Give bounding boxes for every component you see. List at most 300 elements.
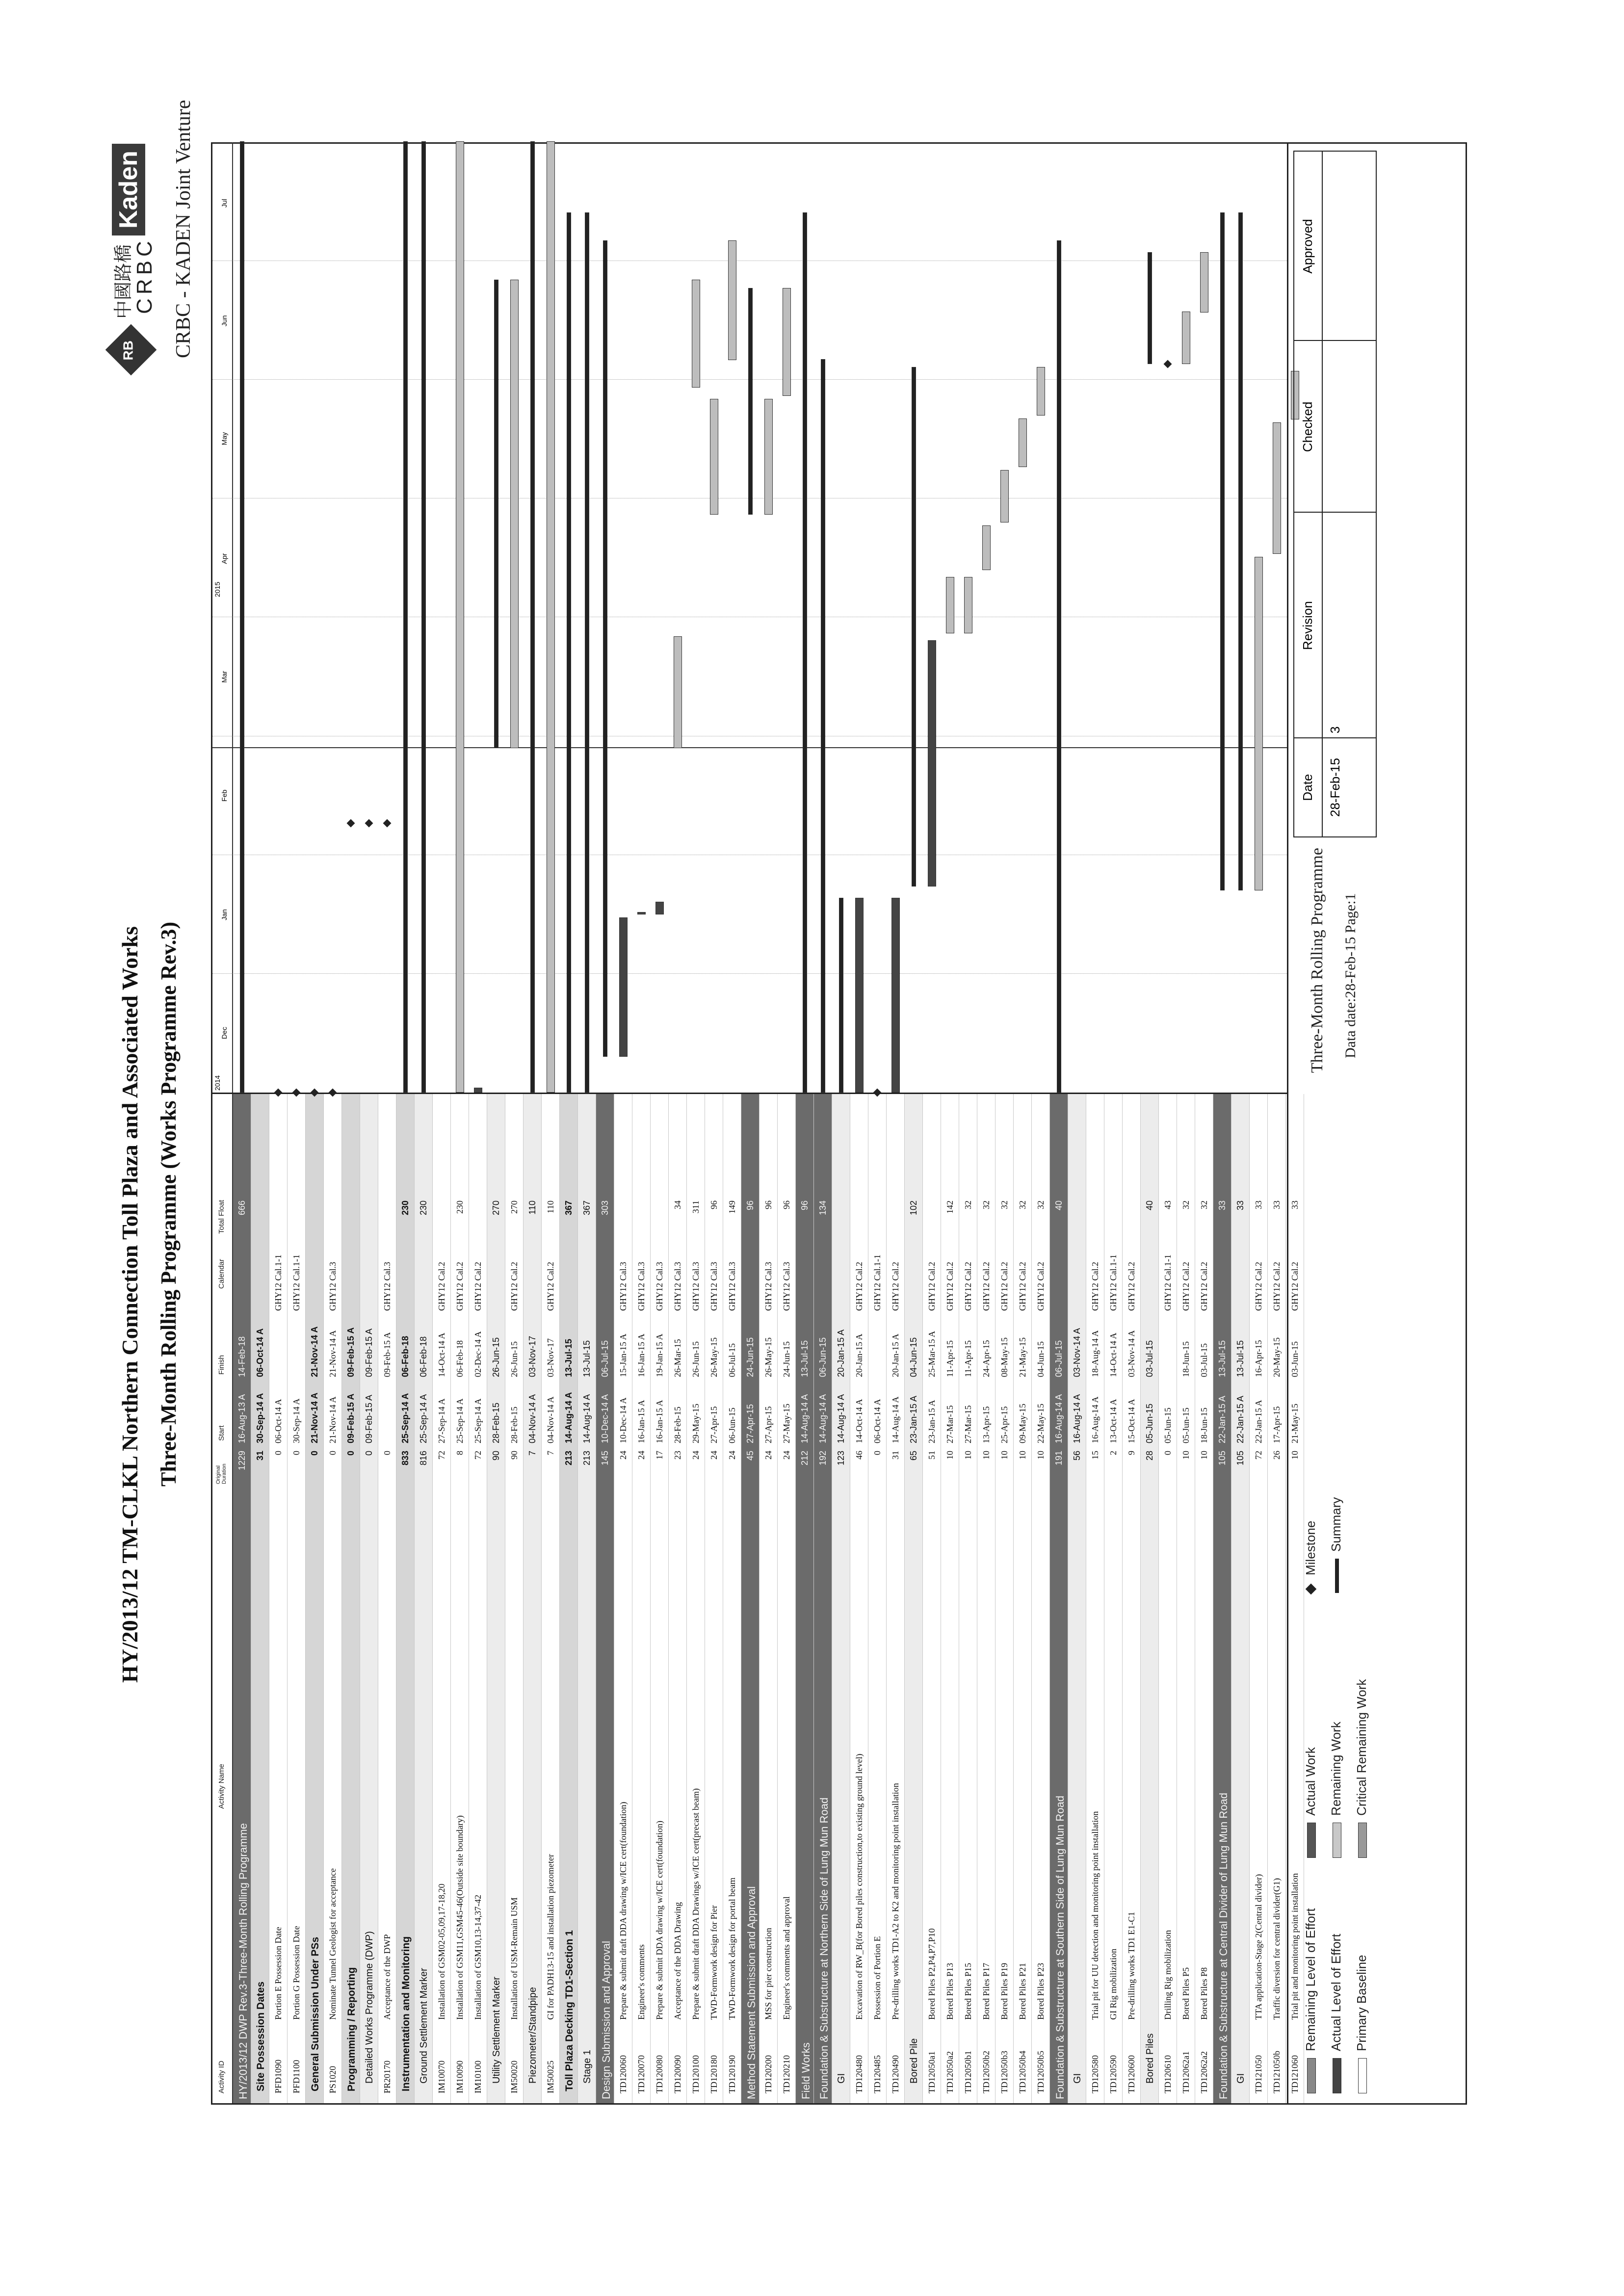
start-date: 06-Oct-14 A bbox=[273, 1399, 283, 1443]
milestone-marker bbox=[383, 819, 392, 828]
activity-name: Installation of USM-Remain USM bbox=[509, 1897, 519, 2020]
finish-date: 14-Feb-18 bbox=[237, 1336, 247, 1377]
finish-date: 20-Jan-15 A bbox=[854, 1333, 864, 1377]
finish-date: 16-Apr-15 bbox=[1254, 1340, 1263, 1377]
total-float-value: 134 bbox=[818, 1200, 828, 1216]
activity-id: TD12050b1 bbox=[963, 2051, 973, 2093]
table-row bbox=[705, 1094, 723, 2103]
activity-bar bbox=[946, 577, 954, 633]
activity-bar bbox=[619, 917, 628, 1057]
start-date: 21-Nov-14 A bbox=[328, 1396, 338, 1443]
duration-value: 24 bbox=[636, 1451, 646, 1460]
activity-id: TD120080 bbox=[655, 2055, 664, 2093]
table-row bbox=[1068, 1094, 1086, 2103]
duration-value: 0 bbox=[346, 1451, 356, 1456]
month-label: Jul bbox=[220, 199, 228, 208]
calendar-value: GHY12 Cal.3 bbox=[709, 1262, 719, 1311]
start-date: 09-Feb-15 A bbox=[364, 1394, 374, 1443]
programme-label: Three-Month Rolling Programme bbox=[1308, 848, 1326, 1073]
start-date: 05-Jun-15 bbox=[1145, 1403, 1154, 1443]
finish-date: 26-Jun-15 bbox=[509, 1341, 519, 1377]
duration-value: 816 bbox=[419, 1451, 428, 1466]
table-row bbox=[1268, 1094, 1286, 2103]
activity-bar bbox=[964, 577, 972, 633]
total-float-value: 270 bbox=[509, 1200, 519, 1214]
summary-bar bbox=[1148, 252, 1152, 364]
duration-value: 0 bbox=[328, 1451, 338, 1455]
total-float-value: 32 bbox=[1036, 1200, 1046, 1209]
activity-id: TD120100 bbox=[691, 2055, 701, 2093]
summary-bar bbox=[585, 212, 589, 1093]
table-row bbox=[1014, 1094, 1032, 2103]
activity-name: Prepare & submit DDA drawing w/ICE cert(foundation) bbox=[655, 1821, 664, 2020]
finish-date: 13-Jul-15 bbox=[582, 1340, 592, 1377]
duration-value: 0 bbox=[364, 1451, 374, 1456]
activity-bar bbox=[764, 399, 773, 515]
start-date: 16-Aug-13 A bbox=[237, 1394, 247, 1443]
activity-name: Piezometer/Standpipe bbox=[527, 1987, 538, 2084]
start-date: 10-Dec-14 A bbox=[600, 1394, 610, 1443]
table-row bbox=[560, 1094, 578, 2103]
start-date: 28-Feb-15 bbox=[673, 1407, 682, 1443]
finish-date: 11-Apr-15 bbox=[963, 1340, 973, 1377]
duration-value: 105 bbox=[1217, 1451, 1227, 1466]
finish-date: 15-Jan-15 A bbox=[618, 1333, 628, 1377]
activity-table bbox=[212, 1093, 1300, 2103]
activity-name: Installation of GSM02-05,09,17-18,20 bbox=[437, 1883, 446, 2020]
finish-date: 03-Jun-15 bbox=[1290, 1341, 1300, 1377]
activity-name: Bored Piles P21 bbox=[1018, 1962, 1027, 2020]
activity-bar bbox=[728, 240, 736, 360]
activity-name: Bored Piles P23 bbox=[1036, 1962, 1046, 2020]
start-date: 28-Feb-15 bbox=[509, 1407, 519, 1443]
activity-id: PS1020 bbox=[328, 2065, 338, 2093]
table-row bbox=[905, 1094, 923, 2103]
start-date: 16-Aug-14 A bbox=[1054, 1394, 1064, 1443]
duration-value: 10 bbox=[999, 1451, 1009, 1460]
calendar-value: GHY12 Cal.2 bbox=[891, 1262, 900, 1311]
table-row bbox=[306, 1094, 324, 2103]
total-float-value: 311 bbox=[691, 1200, 701, 1214]
calendar-value: GHY12 Cal.1-1 bbox=[1163, 1254, 1173, 1311]
activity-name: Bored Piles bbox=[1145, 2033, 1155, 2084]
start-date: 13-Oct-14 A bbox=[1108, 1399, 1118, 1443]
total-float-value: 102 bbox=[909, 1200, 918, 1216]
calendar-value: GHY12 Cal.1-1 bbox=[291, 1254, 301, 1311]
finish-date: 03-Nov-17 bbox=[546, 1338, 555, 1377]
finish-date: 26-May-15 bbox=[709, 1337, 719, 1377]
activity-name: Detailed Works Programme (DWP) bbox=[364, 1931, 375, 2084]
activity-name: Bored Pile bbox=[909, 2038, 919, 2084]
activity-name: Drilling Rig mobilization bbox=[1163, 1930, 1173, 2020]
start-date: 27-Apr-15 bbox=[745, 1404, 755, 1443]
activity-bar bbox=[1019, 418, 1027, 467]
table-row bbox=[1231, 1094, 1250, 2103]
table-row bbox=[251, 1094, 269, 2103]
duration-value: 26 bbox=[1272, 1451, 1282, 1460]
activity-id: TD120590 bbox=[1108, 2055, 1118, 2093]
duration-value: 0 bbox=[310, 1451, 319, 1456]
calendar-value: GHY12 Cal.3 bbox=[691, 1262, 701, 1311]
duration-value: 0 bbox=[273, 1451, 283, 1455]
activity-bar bbox=[456, 141, 464, 1093]
total-float-value: 43 bbox=[1163, 1200, 1173, 1209]
table-header bbox=[212, 1094, 233, 2103]
start-date: 09-May-15 bbox=[1018, 1404, 1027, 1443]
logo-kaden-text: Kaden bbox=[112, 144, 145, 235]
legend-milestone: Milestone bbox=[1303, 1521, 1318, 1593]
calendar-value: GHY12 Cal.2 bbox=[1254, 1262, 1263, 1311]
calendar-value: GHY12 Cal.2 bbox=[981, 1262, 991, 1311]
start-date: 28-Feb-15 bbox=[491, 1402, 501, 1443]
duration-value: 191 bbox=[1054, 1451, 1064, 1466]
activity-name: Engineer's comments bbox=[636, 1944, 646, 2020]
finish-date: 21-Nov-14 A bbox=[328, 1330, 338, 1377]
duration-value: 10 bbox=[1290, 1451, 1300, 1460]
start-date: 04-Nov-14 A bbox=[527, 1394, 537, 1443]
table-row bbox=[977, 1094, 995, 2103]
activity-name: Prepare & submit draft DDA Drawings w/ICE cert(precast beam) bbox=[691, 1788, 701, 2020]
table-row bbox=[1050, 1094, 1068, 2103]
legend-actual-effort: Actual Level of Effort bbox=[1329, 1934, 1344, 2093]
start-date: 10-Dec-14 A bbox=[618, 1397, 628, 1443]
calendar-value: GHY12 Cal.2 bbox=[945, 1262, 955, 1311]
calendar-value: GHY12 Cal.1-1 bbox=[273, 1254, 283, 1311]
finish-date: 02-Dec-14 A bbox=[473, 1331, 483, 1377]
finish-date: 06-Jul-15 bbox=[600, 1340, 610, 1377]
summary-bar bbox=[240, 141, 244, 1093]
finish-date: 19-Jan-15 A bbox=[655, 1333, 664, 1377]
month-label: Dec bbox=[220, 1027, 228, 1039]
activity-bar bbox=[1182, 312, 1190, 364]
total-float-value: 230 bbox=[455, 1200, 465, 1214]
finish-date: 24-Jun-15 bbox=[745, 1337, 755, 1377]
activity-name: Foundation & Substructure at Southern Side of Lung Mun Road bbox=[1054, 1796, 1066, 2099]
summary-bar bbox=[912, 367, 916, 887]
finish-date: 21-May-15 bbox=[1018, 1337, 1027, 1377]
table-row bbox=[233, 1094, 251, 2103]
finish-date: 06-Jul-15 bbox=[727, 1343, 737, 1377]
calendar-value: GHY12 Cal.2 bbox=[927, 1262, 937, 1311]
start-date: 15-Oct-14 A bbox=[1126, 1399, 1136, 1443]
activity-name: Foundation & Substructure at Central Divider of Lung Mun Road bbox=[1217, 1793, 1230, 2099]
table-row bbox=[396, 1094, 415, 2103]
activity-name: Bored Piles P15 bbox=[963, 1962, 973, 2020]
summary-bar bbox=[803, 212, 807, 1093]
activity-id: TD12050b4 bbox=[1018, 2051, 1027, 2093]
start-date: 25-Sep-14 A bbox=[419, 1394, 428, 1443]
finish-date: 04-Jun-15 bbox=[909, 1337, 918, 1377]
activity-id: PR20170 bbox=[382, 2060, 392, 2093]
milestone-icon bbox=[1306, 1584, 1317, 1595]
start-date: 25-Sep-14 A bbox=[473, 1398, 483, 1443]
timeline-header bbox=[212, 142, 233, 1093]
activity-id: TD120090 bbox=[673, 2055, 682, 2093]
calendar-value: GHY12 Cal.2 bbox=[1290, 1262, 1300, 1311]
calendar-value: GHY12 Cal.3 bbox=[782, 1262, 791, 1311]
duration-value: 46 bbox=[854, 1451, 864, 1460]
start-date: 25-Apr-15 bbox=[999, 1406, 1009, 1443]
finish-date: 14-Oct-14 A bbox=[1108, 1332, 1118, 1377]
finish-date: 13-Jul-15 bbox=[1217, 1340, 1227, 1377]
activity-bar bbox=[692, 280, 700, 388]
calendar-value: GHY12 Cal.2 bbox=[1036, 1262, 1046, 1311]
activity-name: Method Statement Submission and Approval bbox=[745, 1886, 758, 2099]
checked-header: Checked bbox=[1300, 401, 1315, 452]
total-float-value: 32 bbox=[963, 1200, 973, 1209]
start-date: 25-Sep-14 A bbox=[400, 1393, 410, 1443]
activity-name: Programming / Reporting bbox=[346, 1967, 357, 2091]
calendar-value: GHY12 Cal.2 bbox=[1272, 1262, 1282, 1311]
start-date: 30-Sep-14 A bbox=[291, 1398, 301, 1443]
total-float-value: 33 bbox=[1254, 1200, 1263, 1209]
activity-bar bbox=[510, 280, 519, 748]
duration-value: 213 bbox=[564, 1451, 574, 1466]
legend-primary-baseline: Primary Baseline bbox=[1354, 1955, 1369, 2093]
start-date: 27-Apr-15 bbox=[709, 1406, 719, 1443]
total-float-value: 33 bbox=[1272, 1200, 1282, 1209]
activity-name: Pre-drilling works TD1 E1-C1 bbox=[1126, 1911, 1136, 2020]
total-float-value: 40 bbox=[1054, 1200, 1064, 1211]
activity-name: Foundation & Substructure at Northern Side of Lung Mun Road bbox=[818, 1797, 830, 2099]
table-row bbox=[687, 1094, 705, 2103]
revision-table bbox=[1293, 151, 1377, 837]
table-row bbox=[959, 1094, 977, 2103]
activity-bar bbox=[855, 898, 864, 1093]
finish-date: 25-Mar-15 A bbox=[927, 1331, 937, 1377]
duration-value: 10 bbox=[981, 1451, 991, 1460]
month-gridline bbox=[212, 617, 1287, 618]
activity-id: TD12062a2 bbox=[1199, 2051, 1209, 2093]
activity-name: Portion G Possession Date bbox=[291, 1926, 301, 2020]
duration-value: 72 bbox=[1254, 1451, 1263, 1460]
activity-id: PFD1100 bbox=[291, 2060, 301, 2093]
table-row bbox=[723, 1094, 741, 2103]
activity-id: TD12050b3 bbox=[999, 2051, 1009, 2093]
table-row bbox=[360, 1094, 378, 2103]
start-date: 14-Oct-14 A bbox=[854, 1399, 864, 1443]
total-float-value: 33 bbox=[1235, 1200, 1245, 1211]
table-row bbox=[578, 1094, 596, 2103]
total-float-value: 303 bbox=[600, 1200, 610, 1216]
activity-bar bbox=[474, 1088, 482, 1093]
month-label: Jan bbox=[220, 909, 228, 920]
table-row bbox=[415, 1094, 433, 2103]
activity-name: Prepare & submit draft DDA drawing w/ICE cert(foundation) bbox=[618, 1801, 628, 2020]
finish-date: 03-Nov-14 A bbox=[1072, 1328, 1082, 1377]
duration-value: 90 bbox=[509, 1451, 519, 1460]
calendar-value: GHY12 Cal.3 bbox=[382, 1262, 392, 1311]
table-row bbox=[1177, 1094, 1195, 2103]
revision-header: Revision bbox=[1300, 601, 1315, 650]
activity-id: TD120210 bbox=[782, 2055, 791, 2093]
activity-name: Bored Piles P8 bbox=[1199, 1967, 1209, 2020]
activity-bar bbox=[1273, 422, 1281, 554]
legend-remaining-work: Remaining Work bbox=[1329, 1722, 1344, 1858]
page-title: HY/2013/12 TM-CLKL Northern Connection Toll Plaza and Associated Works bbox=[117, 926, 142, 1683]
finish-date: 26-Mar-15 bbox=[673, 1339, 682, 1377]
activity-bar bbox=[547, 141, 555, 1093]
col-total-float: Total Float bbox=[217, 1200, 226, 1234]
activity-name: TWD-Formwork design for Pier bbox=[709, 1905, 719, 2020]
summary-bar bbox=[530, 141, 535, 1093]
finish-date: 20-May-15 bbox=[1272, 1337, 1282, 1377]
start-date: 27-Mar-15 bbox=[945, 1405, 955, 1443]
activity-id: PFD1090 bbox=[273, 2059, 283, 2093]
table-row bbox=[741, 1094, 760, 2103]
start-date: 27-May-15 bbox=[782, 1404, 791, 1443]
total-float-value: 96 bbox=[745, 1200, 755, 1211]
activity-name: Excavation of RW_B(for Bored piles construction,to existing ground level) bbox=[854, 1753, 864, 2020]
calendar-value: GHY12 Cal.3 bbox=[655, 1262, 664, 1311]
activity-id: TD120480 bbox=[854, 2055, 864, 2093]
start-date: 18-Jun-15 bbox=[1199, 1408, 1209, 1443]
table-row bbox=[1141, 1094, 1159, 2103]
logo-crbc-text: CRBC bbox=[132, 237, 157, 314]
table-row bbox=[342, 1094, 360, 2103]
table-row bbox=[923, 1094, 941, 2103]
calendar-value: GHY12 Cal.2 bbox=[963, 1262, 973, 1311]
legend-swatch bbox=[1307, 2058, 1316, 2093]
col-calendar: Calendar bbox=[217, 1259, 226, 1289]
activity-name: MSS for pier construction bbox=[763, 1928, 773, 2020]
table-row bbox=[669, 1094, 687, 2103]
activity-name: HY/2013/12 DWP Rev.3-Three-Month Rolling Programme bbox=[237, 1823, 249, 2099]
table-row bbox=[596, 1094, 614, 2103]
activity-name: Installation of GSM11,GSM45-46(Outside site boundary) bbox=[455, 1815, 465, 2020]
table-row bbox=[324, 1094, 342, 2103]
date-value: 28-Feb-15 bbox=[1328, 758, 1342, 817]
table-row bbox=[288, 1094, 306, 2103]
finish-date: 06-Feb-18 bbox=[419, 1336, 428, 1377]
table-row bbox=[832, 1094, 850, 2103]
table-row bbox=[542, 1094, 560, 2103]
start-date: 13-Apr-15 bbox=[981, 1406, 991, 1443]
duration-value: 9 bbox=[1126, 1451, 1136, 1455]
finish-date: 06-Jul-15 bbox=[1054, 1340, 1064, 1377]
duration-value: 24 bbox=[618, 1451, 628, 1460]
legend-summary: Summary bbox=[1329, 1497, 1344, 1593]
activity-id: TD120200 bbox=[763, 2055, 773, 2093]
start-date: 27-Sep-14 A bbox=[437, 1398, 446, 1443]
activity-name: Design Submission and Approval bbox=[600, 1941, 612, 2099]
duration-value: 7 bbox=[546, 1451, 555, 1455]
activity-name: Bored Piles P13 bbox=[945, 1962, 955, 2020]
summary-bar bbox=[494, 280, 498, 748]
revision-value: 3 bbox=[1328, 726, 1342, 733]
activity-id: TD120580 bbox=[1090, 2055, 1100, 2093]
activity-bar bbox=[655, 902, 664, 914]
activity-id: TD120180 bbox=[709, 2055, 719, 2093]
start-date: 05-Jun-15 bbox=[1163, 1408, 1173, 1443]
duration-value: 15 bbox=[1090, 1451, 1100, 1460]
activity-name: General Submission Under PSs bbox=[310, 1936, 321, 2091]
duration-value: 72 bbox=[437, 1451, 446, 1460]
finish-date: 09-Feb-15 A bbox=[346, 1327, 356, 1377]
total-float-value: 32 bbox=[1181, 1200, 1191, 1209]
finish-date: 18-Aug-14 A bbox=[1090, 1330, 1100, 1377]
start-date: 22-May-15 bbox=[1036, 1404, 1046, 1443]
month-label: May bbox=[220, 432, 228, 445]
month-label: Feb bbox=[220, 789, 228, 802]
calendar-value: GHY12 Cal.2 bbox=[854, 1262, 864, 1311]
joint-venture-name: CRBC - KADEN Joint Venture bbox=[172, 100, 195, 358]
calendar-value: GHY12 Cal.2 bbox=[1181, 1262, 1191, 1311]
duration-value: 24 bbox=[763, 1451, 773, 1460]
summary-bar bbox=[403, 141, 408, 1093]
activity-name: Acceptance of the DWP bbox=[382, 1934, 392, 2020]
activity-bar bbox=[891, 898, 900, 1093]
activity-name: Instrumentation and Monitoring bbox=[400, 1936, 412, 2091]
activity-bar bbox=[1000, 470, 1009, 522]
finish-date: 06-Jun-15 bbox=[818, 1337, 828, 1377]
activity-id: IM10100 bbox=[473, 2061, 483, 2093]
total-float-value: 96 bbox=[782, 1200, 791, 1209]
duration-value: 212 bbox=[800, 1451, 810, 1466]
col-start: Start bbox=[217, 1425, 226, 1441]
total-float-value: 142 bbox=[945, 1200, 955, 1214]
activity-id: TD120610 bbox=[1163, 2055, 1173, 2093]
duration-value: 0 bbox=[872, 1451, 882, 1455]
duration-value: 10 bbox=[1036, 1451, 1046, 1460]
start-date: 14-Aug-14 A bbox=[818, 1394, 828, 1443]
table-row bbox=[524, 1094, 542, 2103]
total-float-value: 367 bbox=[564, 1200, 574, 1216]
activity-bar bbox=[982, 525, 991, 570]
duration-value: 10 bbox=[1199, 1451, 1209, 1460]
activity-bar bbox=[637, 912, 646, 914]
activity-name: Bored Piles P2,P4,P7,P10 bbox=[927, 1928, 937, 2020]
activity-bar bbox=[1255, 557, 1263, 890]
start-date: 21-May-15 bbox=[1290, 1404, 1300, 1443]
duration-value: 0 bbox=[382, 1451, 392, 1455]
activity-name: TWD-Formwork design for portal beam bbox=[727, 1878, 737, 2020]
finish-date: 21-Nov-14 A bbox=[310, 1326, 319, 1377]
total-float-value: 32 bbox=[981, 1200, 991, 1209]
total-float-value: 33 bbox=[1290, 1200, 1300, 1209]
calendar-value: GHY12 Cal.2 bbox=[1090, 1262, 1100, 1311]
activity-name: Bored Piles P17 bbox=[981, 1962, 991, 2020]
finish-date: 06-Oct-14 A bbox=[255, 1328, 265, 1377]
activity-id: TD12050a2 bbox=[945, 2051, 955, 2093]
duration-value: 72 bbox=[473, 1451, 483, 1460]
activity-name: TTA application-Stage 2(Central divider) bbox=[1254, 1874, 1263, 2020]
finish-date: 06-Feb-18 bbox=[400, 1335, 410, 1377]
company-logo bbox=[103, 100, 206, 368]
finish-date: 13-Jul-15 bbox=[1235, 1340, 1245, 1377]
summary-bar bbox=[421, 141, 426, 1093]
total-float-value: 367 bbox=[582, 1200, 592, 1216]
duration-value: 23 bbox=[673, 1451, 682, 1460]
start-date: 22-Jan-15 A bbox=[1254, 1400, 1263, 1443]
activity-name: GI bbox=[1072, 2073, 1083, 2084]
start-date: 06-Jun-15 bbox=[727, 1408, 737, 1443]
data-date: Data date:28-Feb-15 Page:1 bbox=[1342, 893, 1359, 1058]
calendar-value: GHY12 Cal.3 bbox=[636, 1262, 646, 1311]
table-row bbox=[778, 1094, 796, 2103]
activity-name: Toll Plaza Decking TD1-Section 1 bbox=[564, 1930, 575, 2091]
total-float-value: 149 bbox=[727, 1200, 737, 1214]
activity-id: TD12050b2 bbox=[981, 2051, 991, 2093]
duration-value: 65 bbox=[909, 1451, 918, 1461]
duration-value: 10 bbox=[963, 1451, 973, 1460]
month-label: Apr bbox=[220, 553, 228, 564]
milestone-marker bbox=[347, 819, 355, 828]
col-finish: Finish bbox=[217, 1355, 226, 1375]
start-date: 25-Sep-14 A bbox=[455, 1398, 465, 1443]
start-date: 16-Aug-14 A bbox=[1090, 1396, 1100, 1443]
calendar-value: GHY12 Cal.2 bbox=[1018, 1262, 1027, 1311]
